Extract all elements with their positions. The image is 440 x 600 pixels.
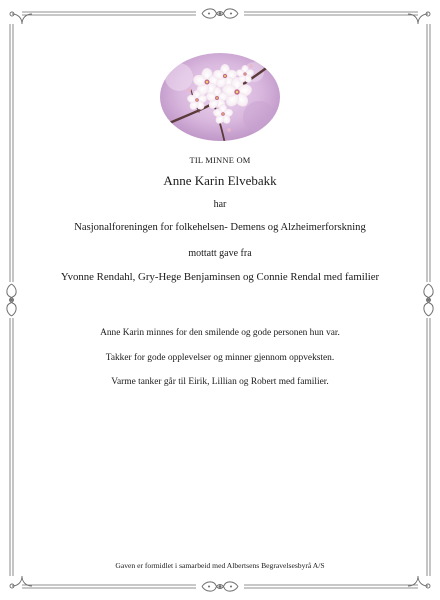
received-gift-from: mottatt gave fra [188,248,252,259]
corner-ornament-icon [10,576,32,588]
left-ornament-icon [7,284,16,316]
message-line: Anne Karin minnes for den smilende og gode personen hun var. [100,328,340,338]
top-ornament-icon [202,9,238,18]
organization-name: Nasjonalforeningen for folkehelsen- Demens og Alzheimerforskning [74,222,366,233]
bottom-ornament-icon [202,582,238,591]
corner-ornament-icon [408,12,430,24]
corner-ornament-icon [408,576,430,588]
cherry-blossom-photo [159,52,281,142]
has-word: har [213,199,227,210]
corner-ornament-icon [10,12,32,24]
footer-note: Gaven er formidlet i samarbeid med Albertsens Begravelsesbyrå A/S [115,561,325,570]
message-line: Takker for gode opplevelser og minner gjennom oppveksten. [105,353,335,363]
message-line: Varme tanker går til Eirik, Lillian og Robert med familier. [111,377,329,387]
memorial-intro: TIL MINNE OM [189,155,251,165]
right-ornament-icon [424,284,433,316]
deceased-name: Anne Karin Elvebakk [163,173,277,188]
givers-names: Yvonne Rendahl, Gry-Hege Benjaminsen og Connie Rendal med familier [60,271,380,283]
